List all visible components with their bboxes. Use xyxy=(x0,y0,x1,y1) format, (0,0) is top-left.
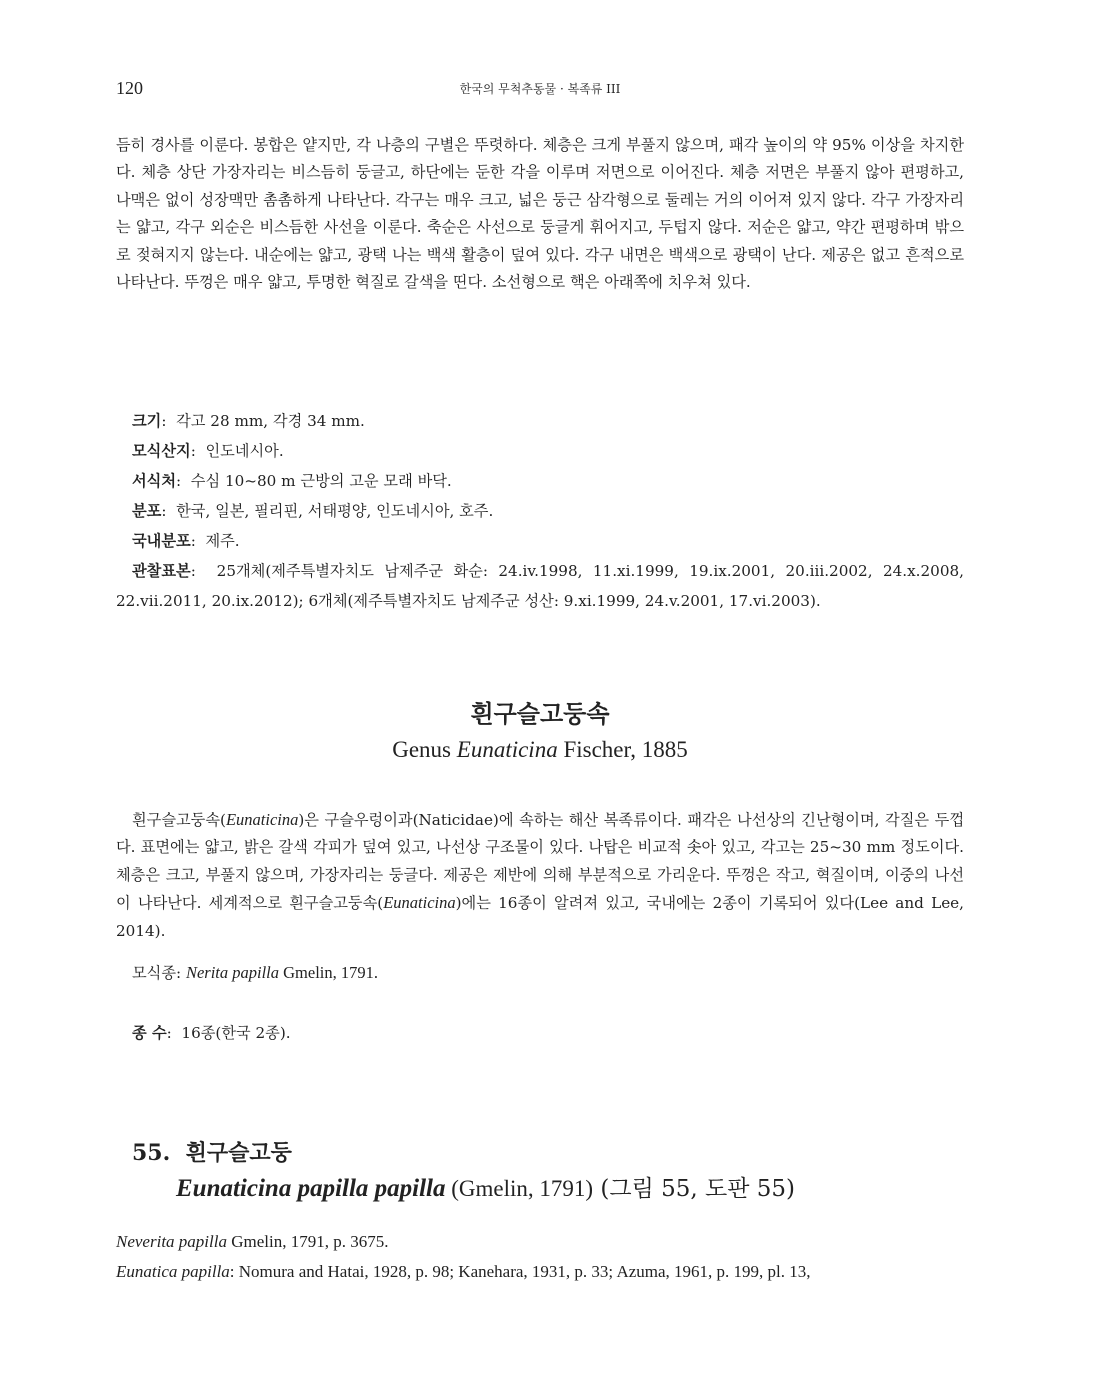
species-author: (Gmelin, 1791) xyxy=(445,1176,594,1201)
type-species xyxy=(132,962,378,983)
genus-desc-text: 흰구슬고둥속( xyxy=(132,811,226,829)
species-korean-name: 흰구슬고둥 xyxy=(185,1140,292,1166)
type-species-name: Nerita papilla xyxy=(185,963,280,982)
genus-prefix: Genus xyxy=(392,737,457,762)
fact-distribution: 분포: 한국, 일본, 필리핀, 서태평양, 인도네시아, 호주. xyxy=(132,502,494,520)
synonym-line xyxy=(116,1262,811,1282)
fact-habitat: 서식처: 수심 10~80 m 근방의 고운 모래 바닥. xyxy=(132,472,452,490)
species-latin-name: Eunaticina papilla papilla xyxy=(176,1175,446,1202)
species-count-label: 종 수 xyxy=(132,1024,167,1042)
species-heading-latin xyxy=(176,1170,795,1203)
synonym-name: Neverita papilla xyxy=(116,1232,227,1251)
fact-value: 각고 28 mm, 각경 34 mm. xyxy=(176,412,365,430)
fact-label: 서식처 xyxy=(132,472,177,490)
fact-label: 모식산지 xyxy=(132,442,191,460)
genus-desc-italic: Eunaticina xyxy=(383,893,456,913)
fact-type-locality: 모식산지: 인도네시아. xyxy=(132,442,284,460)
species-figure-ref: (그림 55, 도판 55) xyxy=(593,1176,795,1202)
fact-value: 수심 10~80 m 근방의 고운 모래 바닥. xyxy=(190,472,452,490)
fact-label: 크기 xyxy=(132,412,162,430)
fact-specimens: 관찰표본: 25개체(제주특별자치도 남제주군 화순: 24.iv.1998, 11.xi.1999, 19.ix.2001, 20.iii.2002, 24.x.2008, 22.vii.2011, 20.ix.2012); 6개체(제주특별자치도 남제주군 성산: 9.xi.1999, 24.v.2001, 17.vi.2003). xyxy=(116,562,964,610)
genus-desc-italic: Eunaticina xyxy=(225,810,299,829)
species-facts xyxy=(116,406,964,616)
genus-heading-korean: 흰구슬고둥속 xyxy=(470,699,610,728)
synonym-citation: : Nomura and Hatai, 1928, p. 98; Kanehara, 1931, p. 33; Azuma, 1961, p. 199, pl. 13, xyxy=(229,1262,811,1281)
species-description-paragraph: 듬히 경사를 이룬다. 봉합은 얕지만, 각 나층의 구별은 뚜렷하다. 체층은 크게 부풀지 않으며, 패각 높이의 약 95% 이상을 차지한다. 체층 상단 가장자리는 비스듬히 둥글고, 하단에는 둔한 각을 이루며 저면으로 이어진다. 체층 저면은 부풀지 않아 편평하고, 나맥은 없이 성장맥만 촘촘하게 나타난다. 각구는 매우 크고, 넓은 둥근 삼각형으로 둘레는 거의 이어져 있지 않다. 각구 가장자리는 얇고, 각구 외순은 비스듬한 사선을 이룬다. 축순은 사선으로 둥글게 휘어지고, 두텁지 않다. 저순은 얇고, 약간 편평하며 밖으로 젖혀지지 않는다. 내순에는 얇고, 광택 나는 백색 활층이 덮여 있다. 각구 내면은 백색으로 광택이 난다. 제공은 없고 흔적으로 나타난다. 뚜껑은 매우 얇고, 투명한 혁질로 갈색을 띤다. 소선형으로 핵은 아래쪽에 치우쳐 있다. xyxy=(116,136,964,292)
page-header xyxy=(116,78,964,102)
genus-author: Fischer, 1885 xyxy=(557,737,688,762)
species-number: 55. xyxy=(132,1140,171,1166)
fact-label: 국내분포 xyxy=(132,532,191,550)
species-count-value: 16종(한국 2종). xyxy=(181,1024,291,1042)
genus-desc-text: )은 구슬우렁이과(Naticidae)에 속하는 해산 복족류이다. 패각은 나선상의 긴난형이며, 각질은 두껍다. 표면에는 얇고, 밝은 갈색 각피가 덮여 있고, 나선상 구조물이 있다. 나탑은 비교적 솟아 있고, 각고는 25~30 mm 정도이다. 체층은 크고, 부풀지 않으며, 가장자리는 둥글다. 제공은 제반에 의해 부분적으로 가리운다. 뚜껑은 작고, 혁질이며, 이중의 나선이 나타난다. 세계적으로 흰구슬고둥속( xyxy=(116,811,964,913)
genus-desc-text: )에는 16종이 알려져 있고, 국내에는 2종이 기록되어 있다(Lee and Lee, 2014). xyxy=(116,894,964,940)
fact-label: 분포 xyxy=(132,502,162,520)
fact-label: 관찰표본 xyxy=(132,562,191,580)
fact-size: 크기: 각고 28 mm, 각경 34 mm. xyxy=(132,412,365,430)
fact-value: 25개체(제주특별자치도 남제주군 화순: 24.iv.1998, 11.xi.1999, 19.ix.2001, 20.iii.2002, 24.x.2008, 22.vii.2011, 20.ix.2012); 6개체(제주특별자치도 남제주군 성산: 9.xi.1999, 24.v.2001, 17.vi.2003). xyxy=(116,562,964,610)
fact-value: 제주. xyxy=(205,532,240,550)
species-count: 종 수: 16종(한국 2종). xyxy=(132,1024,291,1042)
fact-value: 인도네시아. xyxy=(205,442,284,460)
synonym-citation: Gmelin, 1791, p. 3675. xyxy=(226,1232,389,1251)
running-title: 한국의 무척추동물 · 복족류 III xyxy=(459,82,621,96)
type-species-label: 모식종: xyxy=(132,964,186,982)
type-species-author: Gmelin, 1791. xyxy=(279,963,379,982)
genus-latin-name: Eunaticina xyxy=(456,737,558,762)
page-number: 120 xyxy=(116,78,143,98)
fact-domestic-distribution: 국내분포: 제주. xyxy=(132,532,240,550)
synonym-line xyxy=(116,1232,388,1252)
fact-value: 한국, 일본, 필리핀, 서태평양, 인도네시아, 호주. xyxy=(176,502,494,520)
genus-heading-latin xyxy=(116,737,964,763)
genus-description-paragraph xyxy=(116,806,964,945)
species-heading xyxy=(132,1136,292,1167)
synonym-name: Eunatica papilla xyxy=(116,1262,230,1281)
